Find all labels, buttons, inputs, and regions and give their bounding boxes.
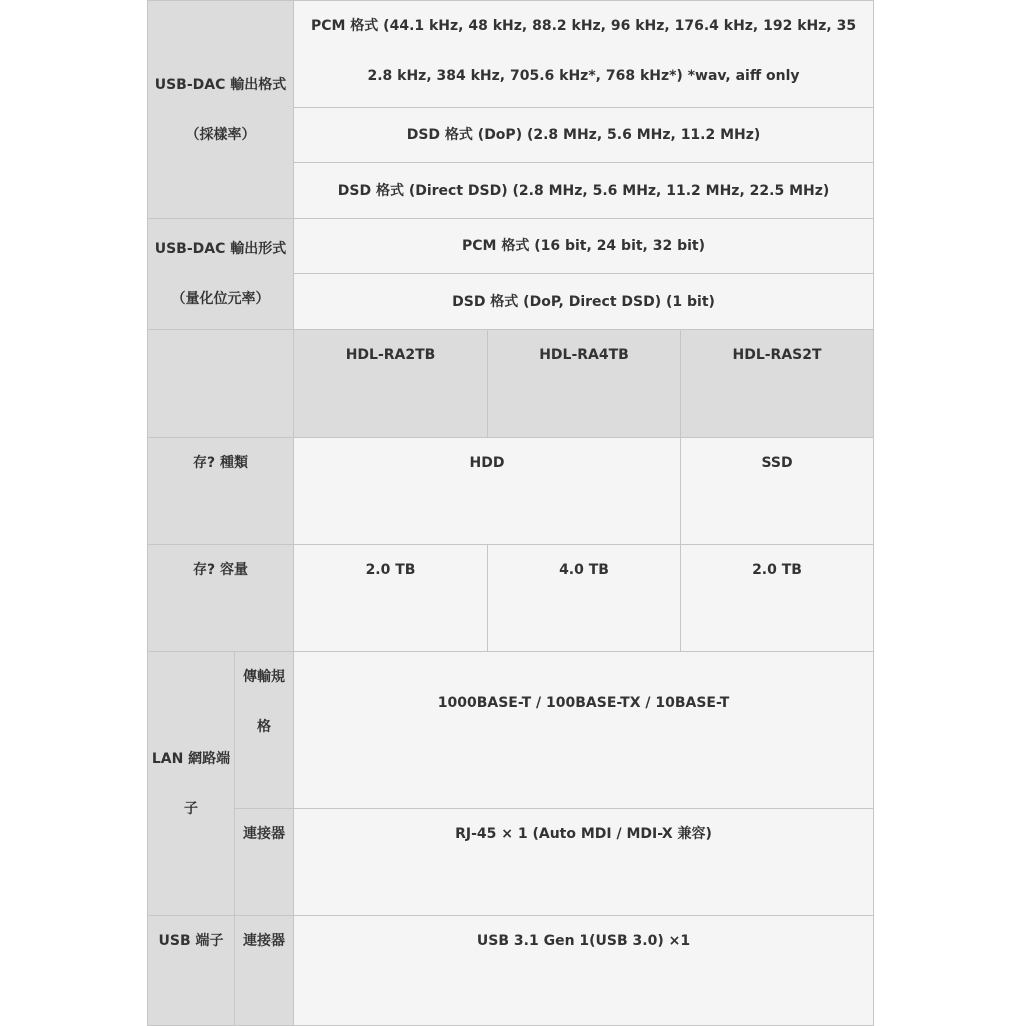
- capacity-ra2tb: 2.0 TB: [294, 545, 488, 652]
- pcm-bits-cell: PCM 格式 (16 bit, 24 bit, 32 bit): [294, 219, 874, 274]
- model-header-ra4tb: HDL-RA4TB: [488, 330, 681, 438]
- lan-port-label-line1: LAN 網路端: [151, 750, 231, 767]
- usb-port-label: USB 端子: [148, 916, 235, 1026]
- capacity-ra4tb: 4.0 TB: [488, 545, 681, 652]
- lan-connector-label: 連接器: [235, 809, 294, 916]
- storage-type-ssd: SSD: [681, 438, 874, 545]
- lan-spec-label-line1: 傳輸規: [243, 669, 285, 685]
- capacity-ras2t: 2.0 TB: [681, 545, 874, 652]
- dsd-direct-rate-cell: DSD 格式 (Direct DSD) (2.8 MHz, 5.6 MHz, 11.2 MHz, 22.5 MHz): [294, 163, 874, 219]
- storage-type-hdd: HDD: [294, 438, 681, 545]
- pcm-sample-rate-cell: [294, 1, 874, 108]
- lan-spec-label: [235, 652, 294, 809]
- usb-dac-format-label: [148, 1, 294, 219]
- dsd-dop-rate-cell: DSD 格式 (DoP) (2.8 MHz, 5.6 MHz, 11.2 MHz): [294, 108, 874, 163]
- model-header-ras2t: HDL-RAS2T: [681, 330, 874, 438]
- storage-capacity-label: 存? 容量: [148, 545, 294, 652]
- usb-connector-value: USB 3.1 Gen 1(USB 3.0) ×1: [294, 916, 874, 1026]
- storage-type-label: 存? 種類: [148, 438, 294, 545]
- spec-table: [147, 0, 874, 1026]
- dsd-bits-cell: DSD 格式 (DoP, Direct DSD) (1 bit): [294, 274, 874, 330]
- lan-connector-value: RJ-45 × 1 (Auto MDI / MDI-X 兼容): [294, 809, 874, 916]
- usb-dac-bits-label-line1: USB-DAC 輸出形式: [154, 241, 287, 257]
- model-header-blank: [148, 330, 294, 438]
- pcm-sample-rate-line1: PCM 格式 (44.1 kHz, 48 kHz, 88.2 kHz, 96 kHz, 176.4 kHz, 192 kHz, 35: [310, 18, 857, 34]
- usb-dac-bits-label: [148, 219, 294, 330]
- lan-port-label: [148, 652, 235, 916]
- lan-spec-value: 1000BASE-T / 100BASE-TX / 10BASE-T: [294, 652, 874, 809]
- model-header-ra2tb: HDL-RA2TB: [294, 330, 488, 438]
- lan-port-label-line2: 子: [184, 800, 198, 817]
- usb-dac-format-label-line2: （採樣率）: [185, 126, 256, 143]
- usb-dac-format-label-line1: USB-DAC 輸出格式: [154, 76, 287, 93]
- usb-dac-bits-label-line2: （量化位元率）: [171, 291, 270, 307]
- lan-spec-label-line2: 格: [257, 719, 271, 735]
- pcm-sample-rate-line2: 2.8 kHz, 384 kHz, 705.6 kHz*, 768 kHz*) *wav, aiff only: [367, 68, 800, 84]
- usb-connector-label: 連接器: [235, 916, 294, 1026]
